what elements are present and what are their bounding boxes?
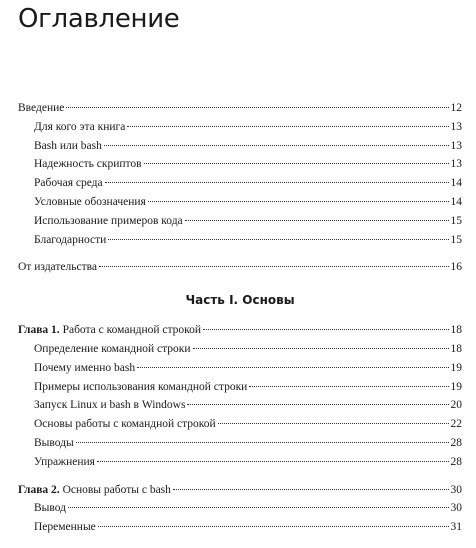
toc-entry-label: Почему именно bash <box>34 361 136 374</box>
toc-entry-label: Запуск Linux и bash в Windows <box>34 399 186 412</box>
toc-leader-dots <box>76 442 449 443</box>
toc-leader-dots <box>105 182 449 183</box>
toc-chapter-label <box>18 321 201 340</box>
toc-subentry[interactable] <box>18 499 462 518</box>
toc-entry-page: 14 <box>450 177 462 190</box>
toc-subentry[interactable] <box>18 155 462 174</box>
toc-subentry[interactable] <box>18 415 462 434</box>
toc-leader-dots <box>218 423 449 424</box>
toc-entry-page: 16 <box>450 261 462 274</box>
toc-leader-dots <box>137 367 448 368</box>
toc-chapter-1[interactable] <box>18 321 462 340</box>
toc-entry-label: Переменные <box>34 521 96 534</box>
toc-entry-page: 19 <box>450 380 462 393</box>
chapter-prefix: Глава 1. <box>18 324 60 337</box>
toc-leader-dots <box>127 126 448 127</box>
chapter-prefix: Глава 2. <box>18 483 60 496</box>
toc-entry-page: 31 <box>450 521 462 534</box>
toc-leader-dots <box>187 404 448 405</box>
toc-leader-dots <box>144 163 449 164</box>
toc-entry-label: От издательства <box>18 261 97 274</box>
toc-leader-dots <box>98 526 449 527</box>
toc-subentry[interactable] <box>18 231 462 250</box>
toc-entry-page: 13 <box>450 158 462 171</box>
toc-entry-label: Вывод <box>34 502 67 515</box>
toc-entry-label: Для кого эта книга <box>34 120 126 133</box>
toc-leader-dots <box>104 145 449 146</box>
toc-entry-page: 15 <box>450 214 462 227</box>
toc-entry-page: 13 <box>450 120 462 133</box>
spacer <box>18 309 462 321</box>
toc-entry-label: Примеры использования командной строки <box>34 380 248 393</box>
toc-entry-label: Bash или bash <box>34 139 102 152</box>
toc-entry-label: Рабочая среда <box>34 177 103 190</box>
chapter-title: Основы работы с bash <box>62 483 171 496</box>
toc-subentry[interactable] <box>18 193 462 212</box>
toc-leader-dots <box>203 329 448 330</box>
toc-entry-page: 12 <box>450 102 462 114</box>
chapter-title: Работа с командной строкой <box>62 324 202 337</box>
toc-leader-dots <box>97 461 449 462</box>
toc-entry-label: Выводы <box>34 436 74 449</box>
toc-leader-dots <box>148 201 449 202</box>
toc-subentry[interactable] <box>18 137 462 156</box>
toc-leader-dots <box>108 239 448 240</box>
page-title: Оглавление <box>18 4 180 34</box>
toc-entry-label: Упражнения <box>34 455 95 468</box>
toc-entry-page: 15 <box>450 233 462 246</box>
toc-entry-introduction[interactable] <box>18 99 462 118</box>
toc-leader-dots <box>66 107 448 108</box>
toc-subentry[interactable] <box>18 453 462 472</box>
toc-subentry[interactable] <box>18 212 462 231</box>
toc-leader-dots <box>173 489 449 490</box>
toc-entry-page: 14 <box>450 195 462 208</box>
toc-chapter-2[interactable] <box>18 481 462 500</box>
spacer <box>18 249 462 258</box>
toc-subentry[interactable] <box>18 174 462 193</box>
toc-subentry[interactable] <box>18 118 462 137</box>
toc-subentry[interactable] <box>18 396 462 415</box>
toc-chapter-label <box>18 481 171 500</box>
toc-leader-dots <box>99 266 449 267</box>
toc-entry-page: 19 <box>450 361 462 374</box>
toc-leader-dots <box>249 386 448 387</box>
toc-entry-page: 30 <box>450 502 462 515</box>
toc-entry-page: 28 <box>450 436 462 449</box>
toc-leader-dots <box>193 348 449 349</box>
toc-entry-page: 20 <box>450 399 462 412</box>
spacer <box>18 277 462 291</box>
toc-entry-publisher[interactable] <box>18 258 462 277</box>
toc-entry-label: Благодарности <box>34 233 107 246</box>
toc-entry-label: Надежность скриптов <box>34 158 142 171</box>
spacer <box>18 472 462 481</box>
toc-entry-page: 22 <box>450 418 462 431</box>
toc-entry-label: Использование примеров кода <box>34 214 183 227</box>
toc-entry-page: 18 <box>450 342 462 355</box>
part-heading: Часть I. Основы <box>185 293 295 308</box>
toc-entry-page: 30 <box>450 483 462 496</box>
toc-entry-page: 13 <box>450 139 462 152</box>
toc-entry-label: Определение командной строки <box>34 342 191 355</box>
toc-leader-dots <box>185 220 449 221</box>
toc-subentry[interactable] <box>18 340 462 359</box>
toc-subentry[interactable] <box>18 359 462 378</box>
toc-entry-label: Введение <box>18 102 65 114</box>
toc-entry-label: Основы работы с командной строкой <box>34 418 216 431</box>
toc-subentry[interactable] <box>18 518 462 537</box>
table-of-contents <box>18 99 462 537</box>
toc-entry-page: 18 <box>450 324 462 337</box>
toc-subentry[interactable] <box>18 378 462 397</box>
toc-entry-label: Условные обозначения <box>34 195 146 208</box>
toc-entry-page: 28 <box>450 455 462 468</box>
toc-leader-dots <box>68 507 448 508</box>
toc-subentry[interactable] <box>18 434 462 453</box>
